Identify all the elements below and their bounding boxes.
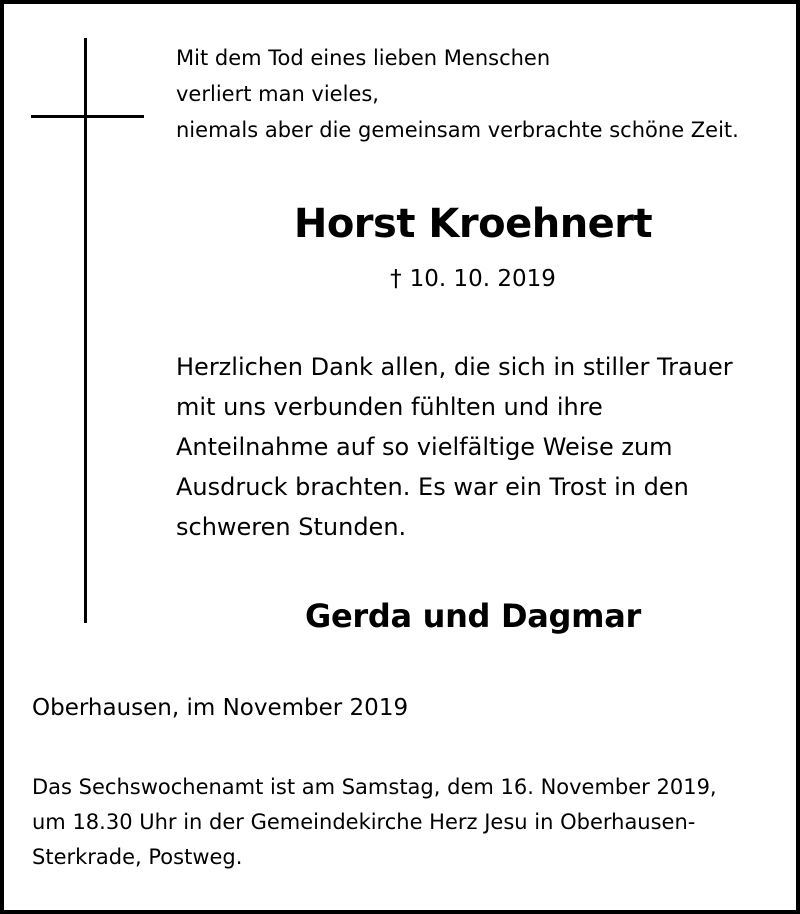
family-signature: Gerda und Dagmar	[305, 597, 641, 635]
death-date-line	[176, 262, 770, 296]
thanks-line: Anteilnahme auf so vielfältige Weise zum	[176, 433, 673, 461]
service-announcement	[32, 770, 782, 875]
verse-line: Mit dem Tod eines lieben Menschen	[176, 46, 551, 70]
service-line: Das Sechswochenamt ist am Samstag, dem 16. November 2019,	[32, 775, 717, 799]
thanks-line: Herzlichen Dank allen, die sich in stiller Trauer	[176, 353, 733, 381]
thanks-line: schweren Stunden.	[176, 513, 407, 541]
cross-vertical-bar	[84, 38, 87, 623]
cross-horizontal-bar	[31, 115, 144, 118]
memorial-verse	[176, 40, 786, 148]
thanks-text	[176, 347, 786, 547]
service-line: um 18.30 Uhr in der Gemeindekirche Herz Jesu in Oberhausen-	[32, 810, 696, 834]
dagger-icon: †	[390, 266, 402, 292]
service-line: Sterkrade, Postweg.	[32, 845, 243, 869]
thanks-line: Ausdruck brachten. Es war ein Trost in den	[176, 473, 689, 501]
thanks-line: mit uns verbunden fühlten und ihre	[176, 393, 603, 421]
deceased-name: Horst Kroehnert	[293, 201, 653, 247]
verse-line: niemals aber die gemeinsam verbrachte schöne Zeit.	[176, 118, 739, 142]
verse-line: verliert man vieles,	[176, 82, 379, 106]
death-date: 10. 10. 2019	[409, 266, 556, 292]
place-and-date: Oberhausen, im November 2019	[32, 695, 409, 721]
